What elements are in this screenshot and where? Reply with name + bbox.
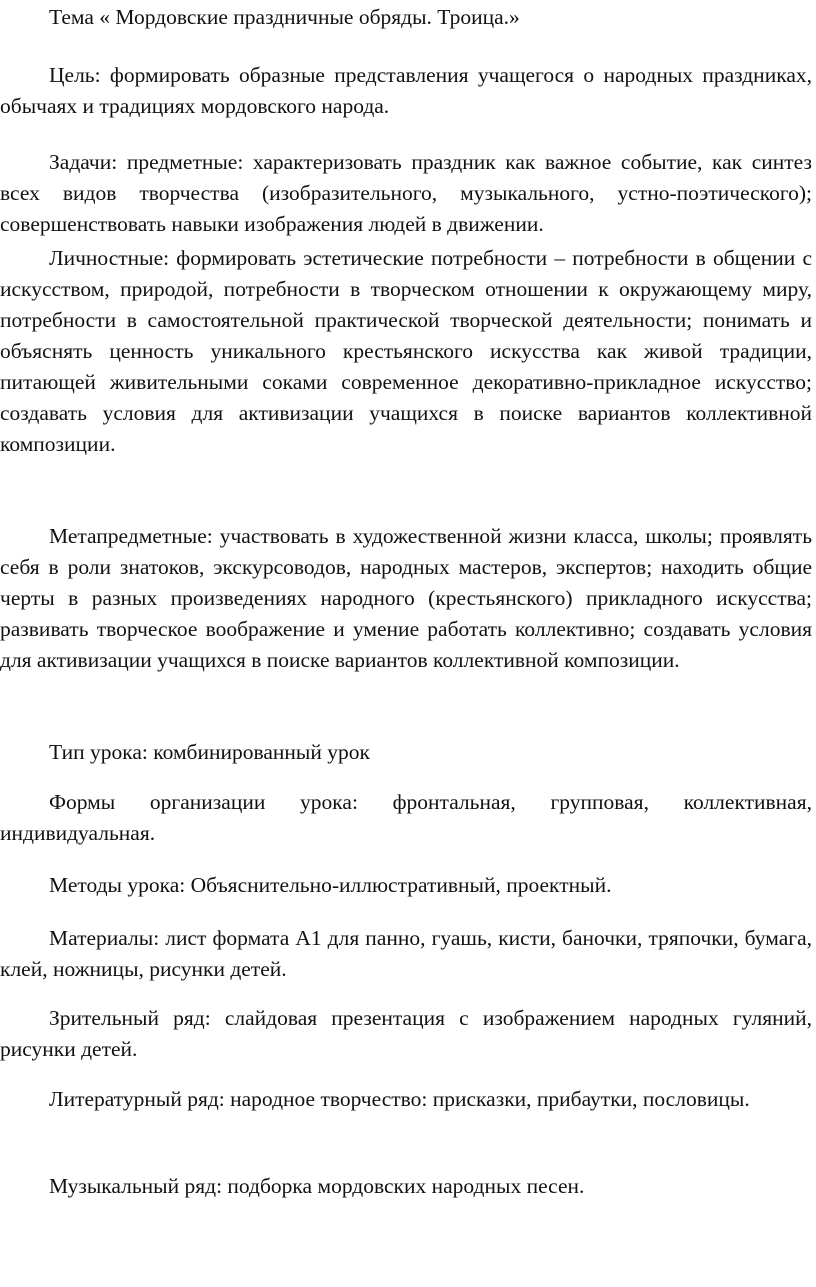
visual-series: Зрительный ряд: слайдовая презентация с изображением народных гуляний, рисунки детей.	[0, 1006, 812, 1061]
lesson-materials: Материалы: лист формата А1 для панно, гуашь, кисти, баночки, тряпочки, бумага, клей, ножницы, рисунки детей.	[0, 926, 812, 981]
organization-forms: Формы организации урока: фронтальная, групповая, коллективная, индивидуальная.	[0, 790, 812, 845]
music-series: Музыкальный ряд: подборка мордовских народных песен.	[49, 1174, 585, 1198]
literary-series: Литературный ряд: народное творчество: присказки, прибаутки, пословицы.	[49, 1087, 750, 1111]
lesson-type: Тип урока: комбинированный урок	[49, 740, 370, 764]
lesson-tasks: Задачи: предметные: характеризовать праздник как важное событие, как синтез всех видов творчества (изобразительного, музыкального, устно-поэтического); совершенствовать навыки изображения людей в движении.	[0, 150, 812, 236]
lesson-goal: Цель: формировать образные представления учащегося о народных праздниках, обычаях и традициях мордовского народа.	[0, 63, 812, 118]
metasubject-results: Метапредметные: участвовать в художественной жизни класса, школы; проявлять себя в роли знатоков, экскурсоводов, народных мастеров, экспертов; находить общие черты в разных произведениях народного (крестьянского) прикладного искусства; развивать творческое воображение и умение работать коллективно; создавать условия для активизации учащихся в поиске вариантов коллективной композиции.	[0, 524, 812, 672]
lesson-methods: Методы урока: Объяснительно-иллюстративный, проектный.	[49, 873, 612, 897]
personal-results: Личностные: формировать эстетические потребности – потребности в общении с искусством, природой, потребности в творческом отношении к окружающему миру, потребности в самостоятельной практической творческой деятельности; понимать и объяснять ценность уникального крестьянского искусства как живой традиции, питающей живительными соками современное декоративно-прикладное искусство; создавать условия для активизации учащихся в поиске вариантов коллективной композиции.	[0, 246, 812, 456]
lesson-theme: Тема « Мордовские праздничные обряды. Троица.»	[49, 5, 520, 29]
